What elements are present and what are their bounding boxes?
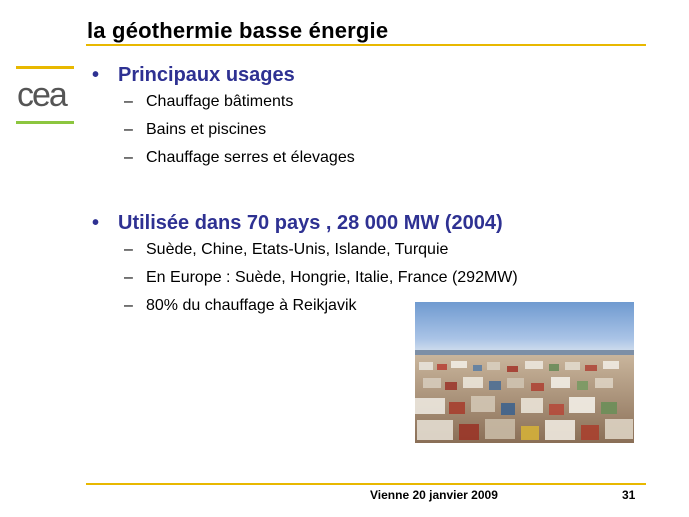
list-item-text: Bains et piscines xyxy=(146,121,267,138)
list-item xyxy=(124,88,355,116)
bullet-icon: • xyxy=(92,64,100,86)
logo-top-bar xyxy=(16,66,74,69)
list-item xyxy=(124,116,355,144)
dash-icon: – xyxy=(124,121,133,138)
slide-title: la géothermie basse énergie xyxy=(87,18,389,43)
section-heading xyxy=(92,210,518,236)
section-heading-text: Utilisée dans 70 pays , 28 000 MW (2004) xyxy=(118,212,503,234)
dash-icon: – xyxy=(124,297,133,314)
logo-text: cea xyxy=(17,76,66,114)
list-item-text: En Europe : Suède, Hongrie, Italie, France (292MW) xyxy=(146,269,518,286)
dash-icon: – xyxy=(124,241,133,258)
list-item-text: Chauffage serres et élevages xyxy=(146,149,355,166)
logo-bottom-bar xyxy=(16,121,74,124)
section-principaux-usages xyxy=(92,62,355,172)
footer-date: Vienne 20 janvier 2009 xyxy=(370,488,498,502)
dash-icon: – xyxy=(124,93,133,110)
list-item-text: 80% du chauffage à Reikjavik xyxy=(146,297,357,314)
dash-icon: – xyxy=(124,269,133,286)
section-heading-text: Principaux usages xyxy=(118,64,295,86)
list-item xyxy=(124,144,355,172)
list-item-text: Chauffage bâtiments xyxy=(146,93,294,110)
dash-icon: – xyxy=(124,149,133,166)
bullet-icon: • xyxy=(92,212,100,234)
title-divider xyxy=(86,44,646,46)
footer-divider xyxy=(86,483,646,485)
page-number: 31 xyxy=(622,488,636,502)
list-item xyxy=(124,264,518,292)
section-heading xyxy=(92,62,355,88)
reykjavik-city-photo xyxy=(415,302,634,443)
list-item-text: Suède, Chine, Etats-Unis, Islande, Turquie xyxy=(146,241,449,258)
list-item xyxy=(124,236,518,264)
cea-logo xyxy=(16,66,78,128)
